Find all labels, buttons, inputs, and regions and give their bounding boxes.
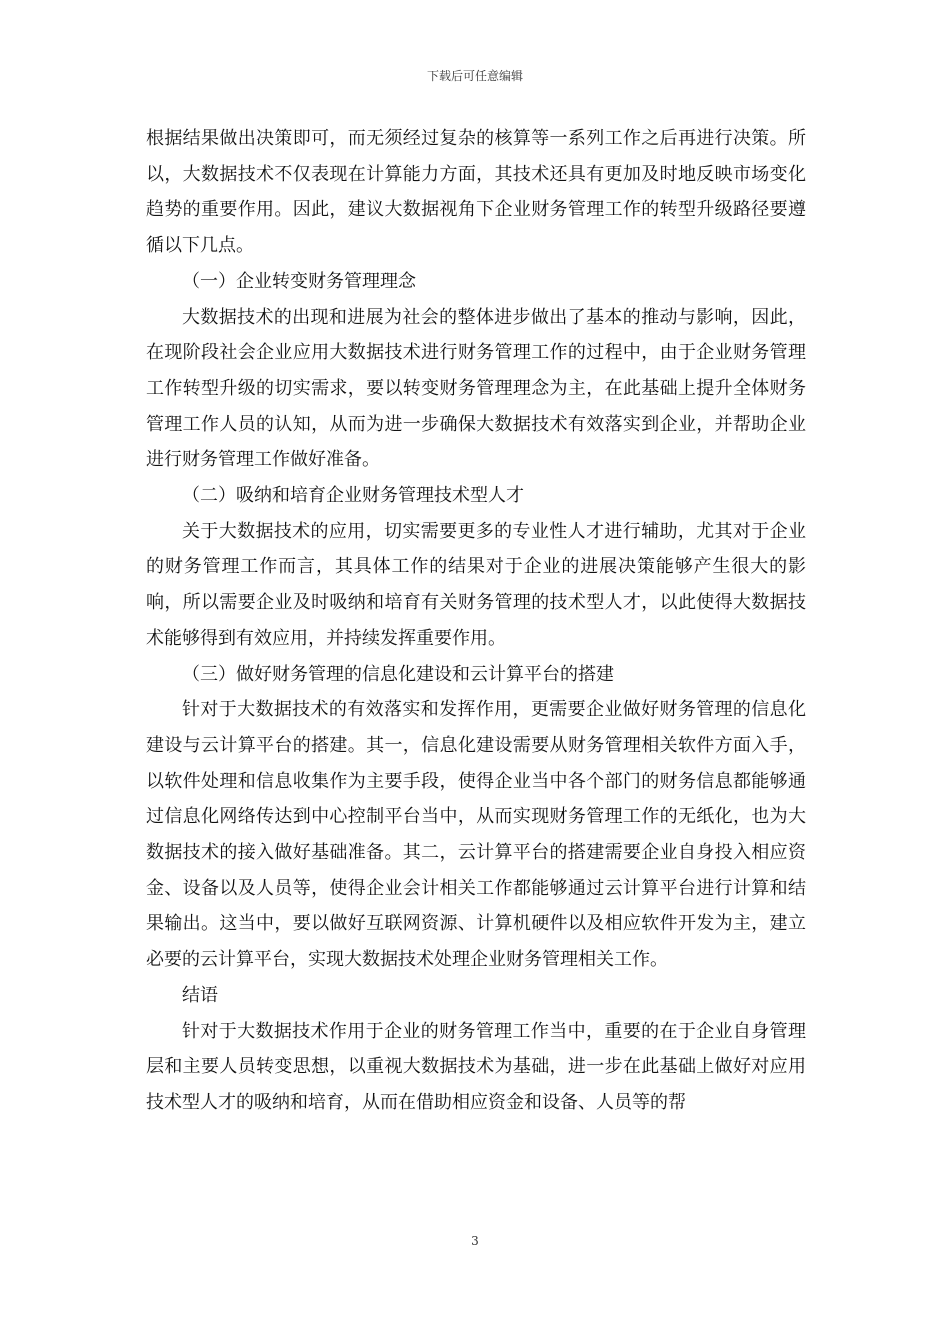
paragraph-continuation: 根据结果做出决策即可，而无须经过复杂的核算等一系列工作之后再进行决策。所以，大数据技术不仅表现在计算能力方面，其技术还具有更加及时地反映市场变化趋势的重要作用。因此，建议大数据视角下企业财务管理工作的转型升级路径要遵循以下几点。 [146, 128, 806, 257]
conclusion-paragraph: 针对于大数据技术作用于企业的财务管理工作当中，重要的在于企业自身管理层和主要人员转变思想，以重视大数据技术为基础，进一步在此基础上做好对应用技术型人才的吸纳和培育，从而在借助相应资金和设备、人员等的帮 [146, 1020, 806, 1113]
document-body [146, 121, 806, 1121]
section-heading-2: （二）吸纳和培育企业财务管理技术型人才 [182, 485, 524, 507]
paragraph-1: 大数据技术的出现和进展为社会的整体进步做出了基本的推动与影响，因此，在现阶段社会企业应用大数据技术进行财务管理工作的过程中，由于企业财务管理工作转型升级的切实需求，要以转变财务管理理念为主，在此基础上提升全体财务管理工作人员的认知，从而为进一步确保大数据技术有效落实到企业，并帮助企业进行财务管理工作做好准备。 [146, 306, 806, 471]
paragraph-2: 关于大数据技术的应用，切实需要更多的专业性人才进行辅助，尤其对于企业的财务管理工作而言，其具体工作的结果对于企业的进展决策能够产生很大的影响，所以需要企业及时吸纳和培育有关财务管理的技术型人才，以此使得大数据技术能够得到有效应用，并持续发挥重要作用。 [146, 520, 806, 649]
section-heading-3: （三）做好财务管理的信息化建设和云计算平台的搭建 [182, 663, 614, 685]
paragraph-3: 针对于大数据技术的有效落实和发挥作用，更需要企业做好财务管理的信息化建设与云计算平台的搭建。其一，信息化建设需要从财务管理相关软件方面入手，以软件处理和信息收集作为主要手段，使得企业当中各个部门的财务信息都能够通过信息化网络传达到中心控制平台当中，从而实现财务管理工作的无纸化，也为大数据技术的接入做好基础准备。其二，云计算平台的搭建需要企业自身投入相应资金、设备以及人员等，使得企业会计相关工作都能够通过云计算平台进行计算和结果输出。这当中，要以做好互联网资源、计算机硬件以及相应软件开发为主，建立必要的云计算平台，实现大数据技术处理企业财务管理相关工作。 [146, 699, 806, 971]
conclusion-heading: 结语 [182, 984, 218, 1006]
page-header: 下载后可任意编辑 [426, 69, 523, 83]
page-number: 3 [471, 1234, 479, 1248]
section-heading-1: （一）企业转变财务管理理念 [182, 270, 416, 292]
